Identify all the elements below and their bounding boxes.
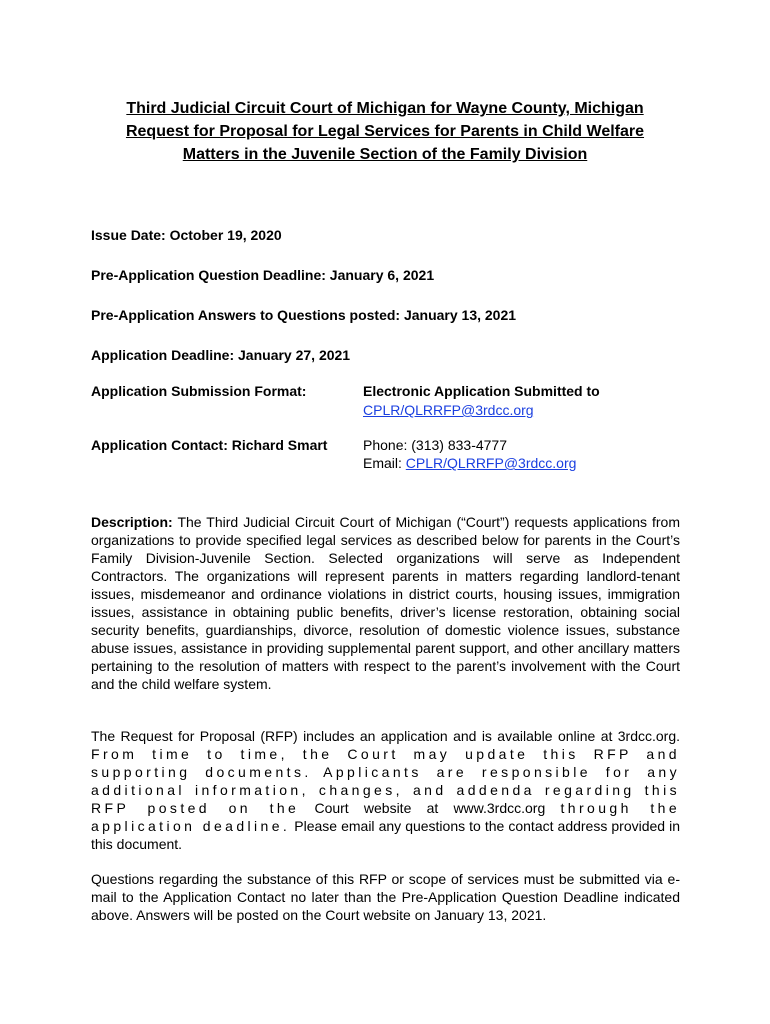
description-paragraph (91, 513, 680, 693)
contact-email-row (363, 454, 576, 472)
description-heading: Description: (91, 514, 173, 530)
rfp-text-3: Applicants are responsible for any additional information, changes, and addenda regarding this RFP posted on the (91, 764, 680, 816)
title-line-2: Request for Proposal for Legal Services for Parents in Child Welfare (125, 123, 645, 140)
issue-date: Issue Date: October 19, 2020 (91, 227, 282, 243)
answers-posted-date: Pre-Application Answers to Questions posted: January 13, 2021 (91, 307, 517, 323)
title-line-1: Third Judicial Circuit Court of Michigan for Wayne County, Michigan (126, 100, 644, 117)
rfp-paragraph (91, 727, 680, 853)
rfp-text-5: through the application deadline. (91, 800, 681, 834)
submission-format-value: Electronic Application Submitted to (363, 383, 600, 399)
submission-email-row (363, 401, 534, 419)
rfp-text-4: Court website at www.3rdcc.org (314, 800, 546, 816)
contact-label: Application Contact: Richard Smart (91, 437, 328, 453)
submission-email-link[interactable]: CPLR/QLRRFP@3rdcc.org (363, 402, 534, 418)
rfp-text-2: From time to time, the Court may update this RFP and supporting documents. (91, 746, 680, 780)
rfp-text-1: The Request for Proposal (RFP) includes an application and is available online at 3rdcc.org. (91, 728, 680, 744)
questions-paragraph: Questions regarding the substance of this RFP or scope of services must be submitted via e-mail to the Application Contact no later than the Pre-Application Question Deadline indicated above. Answers will be posted on the Court website on January 13, 2021. (91, 871, 680, 923)
description-text: The Third Judicial Circuit Court of Michigan (“Court”) requests applications from organizations to provide specified legal services as described below for parents in the Court’s Family Division-Juvenile Section. Selected organizations will serve as Independent Contractors. The organizations will represent parents in matters regarding landlord-tenant issues, misdemeanor and ordinance violations in district courts, housing issues, immigration issues, assistance in obtaining public benefits, driver’s license restoration, obtaining social security benefits, guardianships, divorce, resolution of domestic violence issues, substance abuse issues, assistance in providing supplemental parent support, and other ancillary matters pertaining to the resolution of matters with respect to the parent’s involvement with the Court and the child welfare system. (91, 514, 680, 692)
rfp-text-6: Please email any questions to the contact address provided in this document. (91, 818, 681, 852)
submission-format-label: Application Submission Format: (91, 383, 307, 399)
question-deadline: Pre-Application Question Deadline: January 6, 2021 (91, 267, 435, 283)
contact-phone: Phone: (313) 833-4777 (363, 437, 507, 453)
application-deadline: Application Deadline: January 27, 2021 (91, 347, 351, 363)
document-title (80, 97, 690, 166)
title-line-3: Matters in the Juvenile Section of the Family Division (182, 146, 588, 163)
contact-email-link[interactable]: CPLR/QLRRFP@3rdcc.org (405, 455, 577, 471)
contact-email-prefix: Email: (363, 455, 406, 471)
